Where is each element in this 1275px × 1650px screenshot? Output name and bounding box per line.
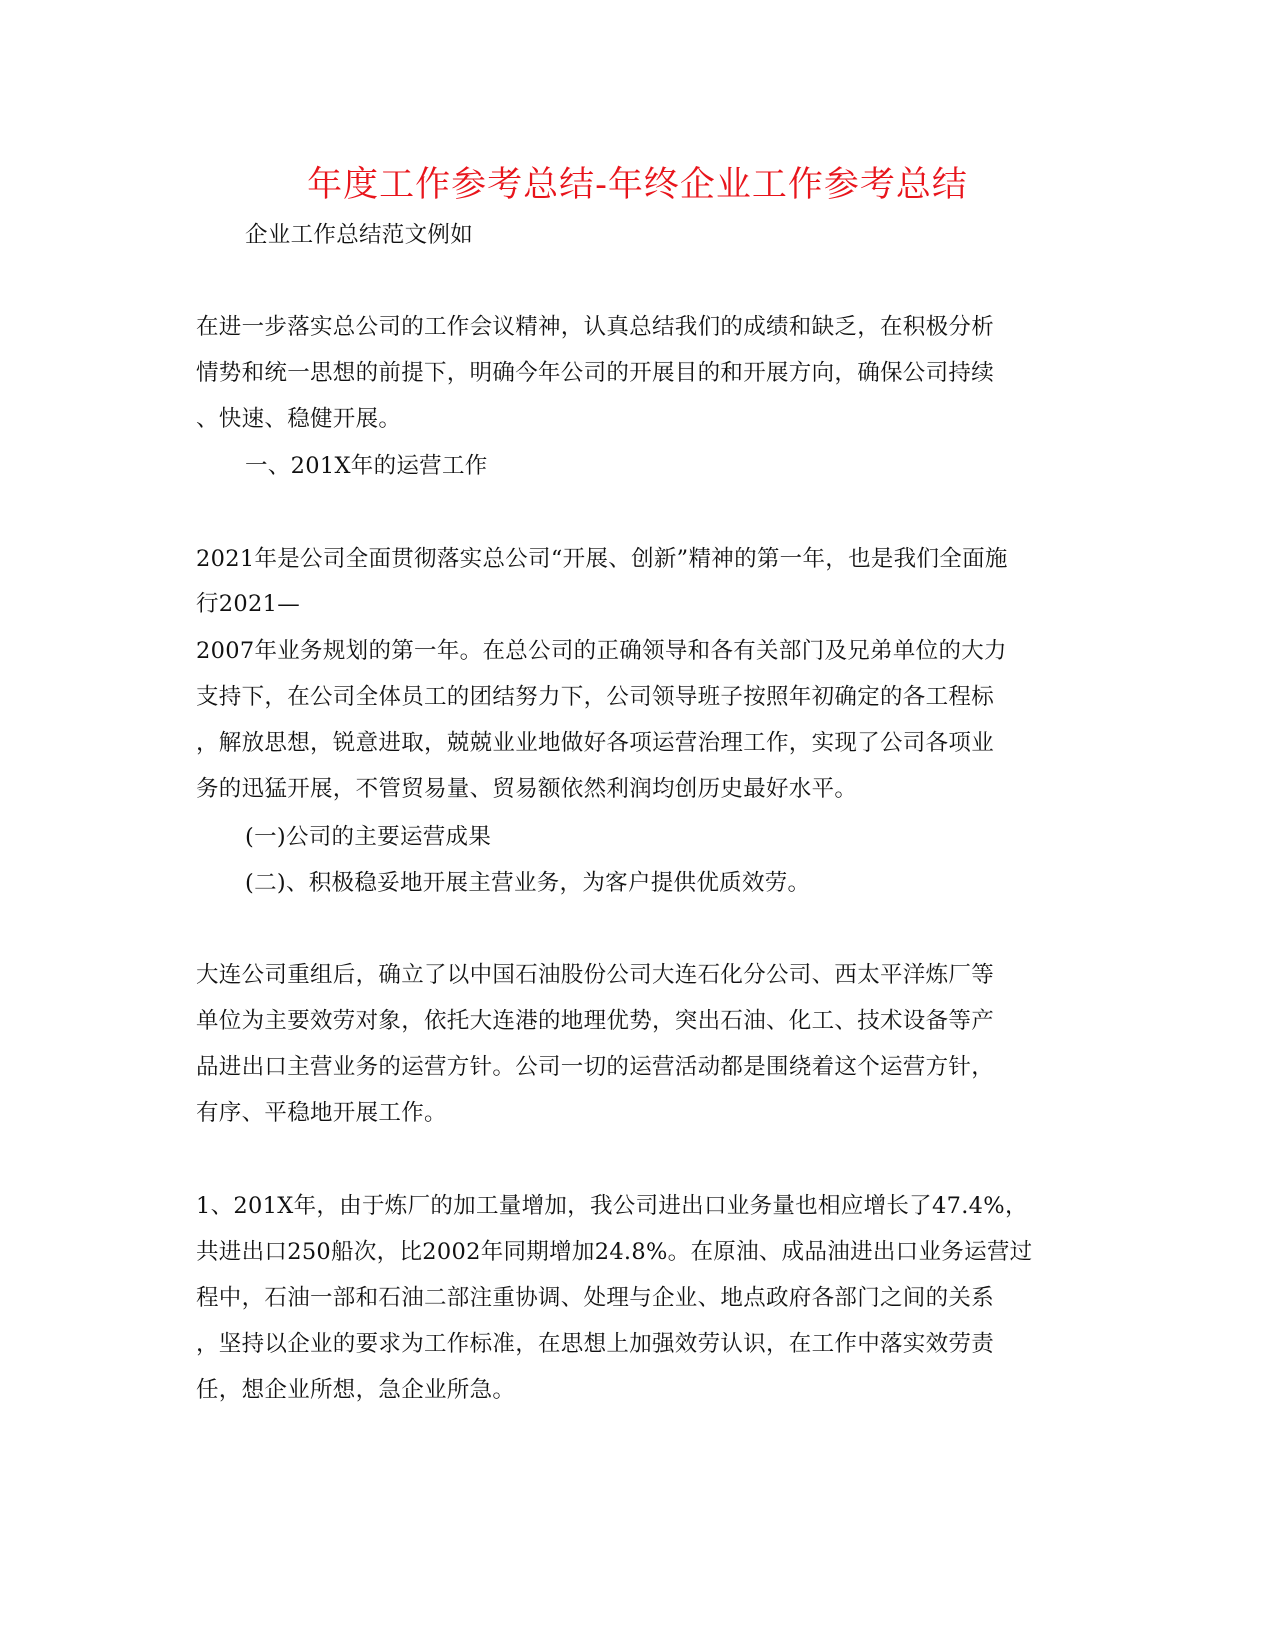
paragraph-line: ，坚持以企业的要求为工作标准，在思想上加强效劳认识，在工作中落实效劳责 (196, 1331, 995, 1357)
paragraph-line: 2007年业务规划的第一年。在总公司的正确领导和各有关部门及兄弟单位的大力 (196, 638, 1007, 664)
paragraph-line: 1、201X年，由于炼厂的加工量增加，我公司进出口业务量也相应增长了47.4%， (196, 1193, 1028, 1219)
document-title: 年度工作参考总结-年终企业工作参考总结 (307, 165, 968, 205)
subsection-heading: (二)、积极稳妥地开展主营业务，为客户提供优质效劳。 (245, 870, 811, 896)
subsection-heading: (一)公司的主要运营成果 (245, 824, 492, 850)
paragraph-line: 品进出口主营业务的运营方针。公司一切的运营活动都是围绕着这个运营方针， (196, 1054, 995, 1080)
paragraph-line: 程中，石油一部和石油二部注重协调、处理与企业、地点政府各部门之间的关系 (196, 1285, 995, 1311)
document-subtitle: 企业工作总结范文例如 (245, 222, 474, 248)
paragraph-line: 在进一步落实总公司的工作会议精神，认真总结我们的成绩和缺乏，在积极分析 (196, 314, 995, 340)
paragraph-line: 务的迅猛开展，不管贸易量、贸易额依然利润均创历史最好水平。 (196, 776, 858, 802)
paragraph-line: 任，想企业所想，急企业所急。 (196, 1377, 516, 1403)
paragraph-line: 支持下，在公司全体员工的团结努力下，公司领导班子按照年初确定的各工程标 (196, 684, 995, 710)
section-heading: 一、201X年的运营工作 (245, 453, 488, 479)
paragraph-line: 有序、平稳地开展工作。 (196, 1100, 447, 1126)
paragraph-line: 情势和统一思想的前提下，明确今年公司的开展目的和开展方向，确保公司持续 (196, 360, 995, 386)
paragraph-line: ，解放思想，锐意进取，兢兢业业地做好各项运营治理工作，实现了公司各项业 (196, 730, 995, 756)
paragraph-line: 单位为主要效劳对象，依托大连港的地理优势，突出石油、化工、技术设备等产 (196, 1008, 995, 1034)
paragraph-line: 2021年是公司全面贯彻落实总公司“开展、创新”精神的第一年，也是我们全面施 (196, 546, 1008, 572)
paragraph-line: 共进出口250船次，比2002年同期增加24.8%。在原油、成品油进出口业务运营过 (196, 1239, 1033, 1265)
paragraph-line: 、快速、稳健开展。 (196, 406, 402, 432)
paragraph-line: 大连公司重组后，确立了以中国石油股份公司大连石化分公司、西太平洋炼厂等 (196, 962, 995, 988)
paragraph-line: 行2021— (196, 591, 301, 617)
